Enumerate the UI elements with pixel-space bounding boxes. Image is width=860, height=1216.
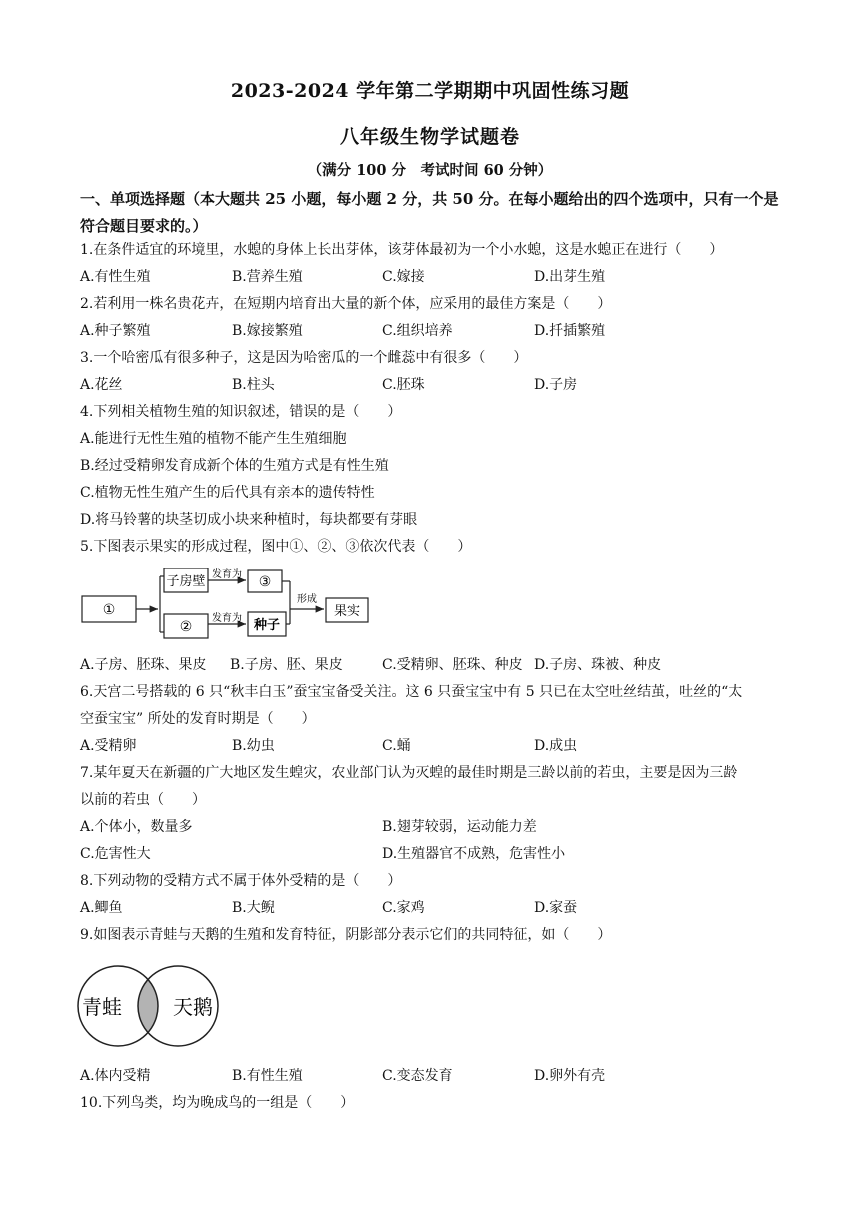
question-6-options	[80, 736, 780, 756]
option-b: B.翅芽较弱，运动能力差	[382, 819, 537, 835]
option-b: B.大鲵	[232, 900, 275, 916]
option-a: A.有性生殖	[80, 269, 151, 285]
diagram-edge-label-1: 发育为	[212, 569, 242, 580]
option-b: B.嫁接繁殖	[232, 323, 303, 339]
option-b: B.幼虫	[232, 738, 275, 754]
option-c: C.危害性大	[80, 846, 151, 862]
diagram-label-1: ①	[102, 602, 116, 618]
option-d: D.子房、珠被、种皮	[534, 657, 662, 673]
diagram-label-3: ③	[258, 574, 272, 590]
option-b: B.经过受精卵发育成新个体的生殖方式是有性生殖	[80, 458, 389, 474]
question-3-options	[80, 375, 780, 395]
question-7-stem-cont: 以前的若虫（ ）	[80, 792, 206, 808]
diagram-label-6: 果实	[333, 604, 361, 619]
question-2-options	[80, 321, 780, 341]
option-c: C.变态发育	[382, 1068, 453, 1084]
question-7-options-row1	[80, 817, 780, 837]
question-3-stem: 3.一个哈密瓜有很多种子，这是因为哈密瓜的一个雌蕊中有很多（ ）	[80, 350, 528, 366]
option-d: D.扦插繁殖	[534, 323, 606, 339]
option-d: D.出芽生殖	[534, 269, 606, 285]
question-4-stem: 4.下列相关植物生殖的知识叙述，错误的是（ ）	[80, 404, 402, 420]
venn-right-label: 天鹅	[173, 995, 213, 1019]
option-a: A.个体小，数量多	[80, 819, 193, 835]
option-c: C.植物无性生殖产生的后代具有亲本的遗传特性	[80, 485, 375, 501]
option-d: D.将马铃薯的块茎切成小块来种植时，每块都要有芽眼	[80, 512, 418, 528]
venn-left-label: 青蛙	[82, 995, 122, 1019]
section-heading: 一、单项选择题（本大题共 25 小题，每小题 2 分，共 50 分。在每小题给出的四个选项中，只有一个是符合题目要求的。）	[80, 190, 779, 235]
question-7-options-row2	[80, 844, 780, 864]
exam-subtitle: 八年级生物学试题卷	[339, 126, 520, 148]
question-6-stem: 6.天宫二号搭载的 6 只“秋丰白玉”蚕宝宝备受关注。这 6 只蚕宝宝中有 5 只已在太空吐丝结茧，吐丝的“太	[80, 684, 743, 700]
option-d: D.卵外有壳	[534, 1068, 606, 1084]
option-b: B.有性生殖	[232, 1068, 303, 1084]
option-d: D.子房	[534, 377, 578, 393]
question-9-stem: 9.如图表示青蛙与天鹅的生殖和发育特征，阴影部分表示它们的共同特征，如（ ）	[80, 927, 612, 943]
option-a: A.种子繁殖	[80, 323, 151, 339]
option-a: A.能进行无性生殖的植物不能产生生殖细胞	[80, 431, 347, 447]
option-d: D.成虫	[534, 738, 578, 754]
question-5-stem: 5.下图表示果实的形成过程，图中①、②、③依次代表（ ）	[80, 539, 472, 555]
option-a: A.体内受精	[80, 1068, 151, 1084]
diagram-edge-label-2: 发育为	[212, 613, 242, 624]
fruit-formation-diagram	[80, 568, 375, 640]
diagram-label-5: 种子	[253, 618, 281, 633]
option-d: D.生殖器官不成熟，危害性小	[382, 846, 566, 862]
question-1-stem: 1.在条件适宜的环境里，水螅的身体上长出芽体，该芽体最初为一个小水螅，这是水螅正在进行（ ）	[80, 242, 724, 258]
diagram-label-2: 子房壁	[166, 574, 206, 589]
diagram-edge-label-3: 形成	[297, 594, 317, 605]
question-1-options	[80, 267, 780, 287]
option-d: D.家蚕	[534, 900, 578, 916]
question-6-stem-cont: 空蚕宝宝” 所处的发育时期是（ ）	[80, 711, 316, 727]
option-c: C.蛹	[382, 738, 411, 754]
option-c: C.胚珠	[382, 377, 425, 393]
question-7-stem: 7.某年夏天在新疆的广大地区发生蝗灾，农业部门认为灭蝗的最佳时期是三龄以前的若虫，主要是因为三龄	[80, 765, 738, 781]
option-a: A.鲫鱼	[80, 900, 123, 916]
exam-note: （满分 100 分 考试时间 60 分钟）	[307, 162, 553, 179]
option-c: C.受精卵、胚珠、种皮	[382, 657, 523, 673]
diagram-label-4: ②	[179, 619, 193, 635]
option-a: A.子房、胚珠、果皮	[80, 657, 207, 673]
option-b: B.子房、胚、果皮	[230, 657, 343, 673]
question-8-options	[80, 898, 780, 918]
venn-diagram	[76, 964, 222, 1050]
option-c: C.嫁接	[382, 269, 425, 285]
question-5-options	[80, 655, 780, 675]
exam-title: 2023-2024 学年第二学期期中巩固性练习题	[230, 80, 630, 102]
question-8-stem: 8.下列动物的受精方式不属于体外受精的是（ ）	[80, 873, 402, 889]
option-c: C.家鸡	[382, 900, 425, 916]
question-10-stem: 10.下列鸟类，均为晚成鸟的一组是（ ）	[80, 1095, 355, 1111]
option-a: A.花丝	[80, 377, 123, 393]
question-2-stem: 2.若利用一株名贵花卉，在短期内培育出大量的新个体，应采用的最佳方案是（ ）	[80, 296, 612, 312]
option-b: B.营养生殖	[232, 269, 303, 285]
question-9-options	[80, 1066, 780, 1086]
option-a: A.受精卵	[80, 738, 137, 754]
option-c: C.组织培养	[382, 323, 453, 339]
option-b: B.柱头	[232, 377, 275, 393]
